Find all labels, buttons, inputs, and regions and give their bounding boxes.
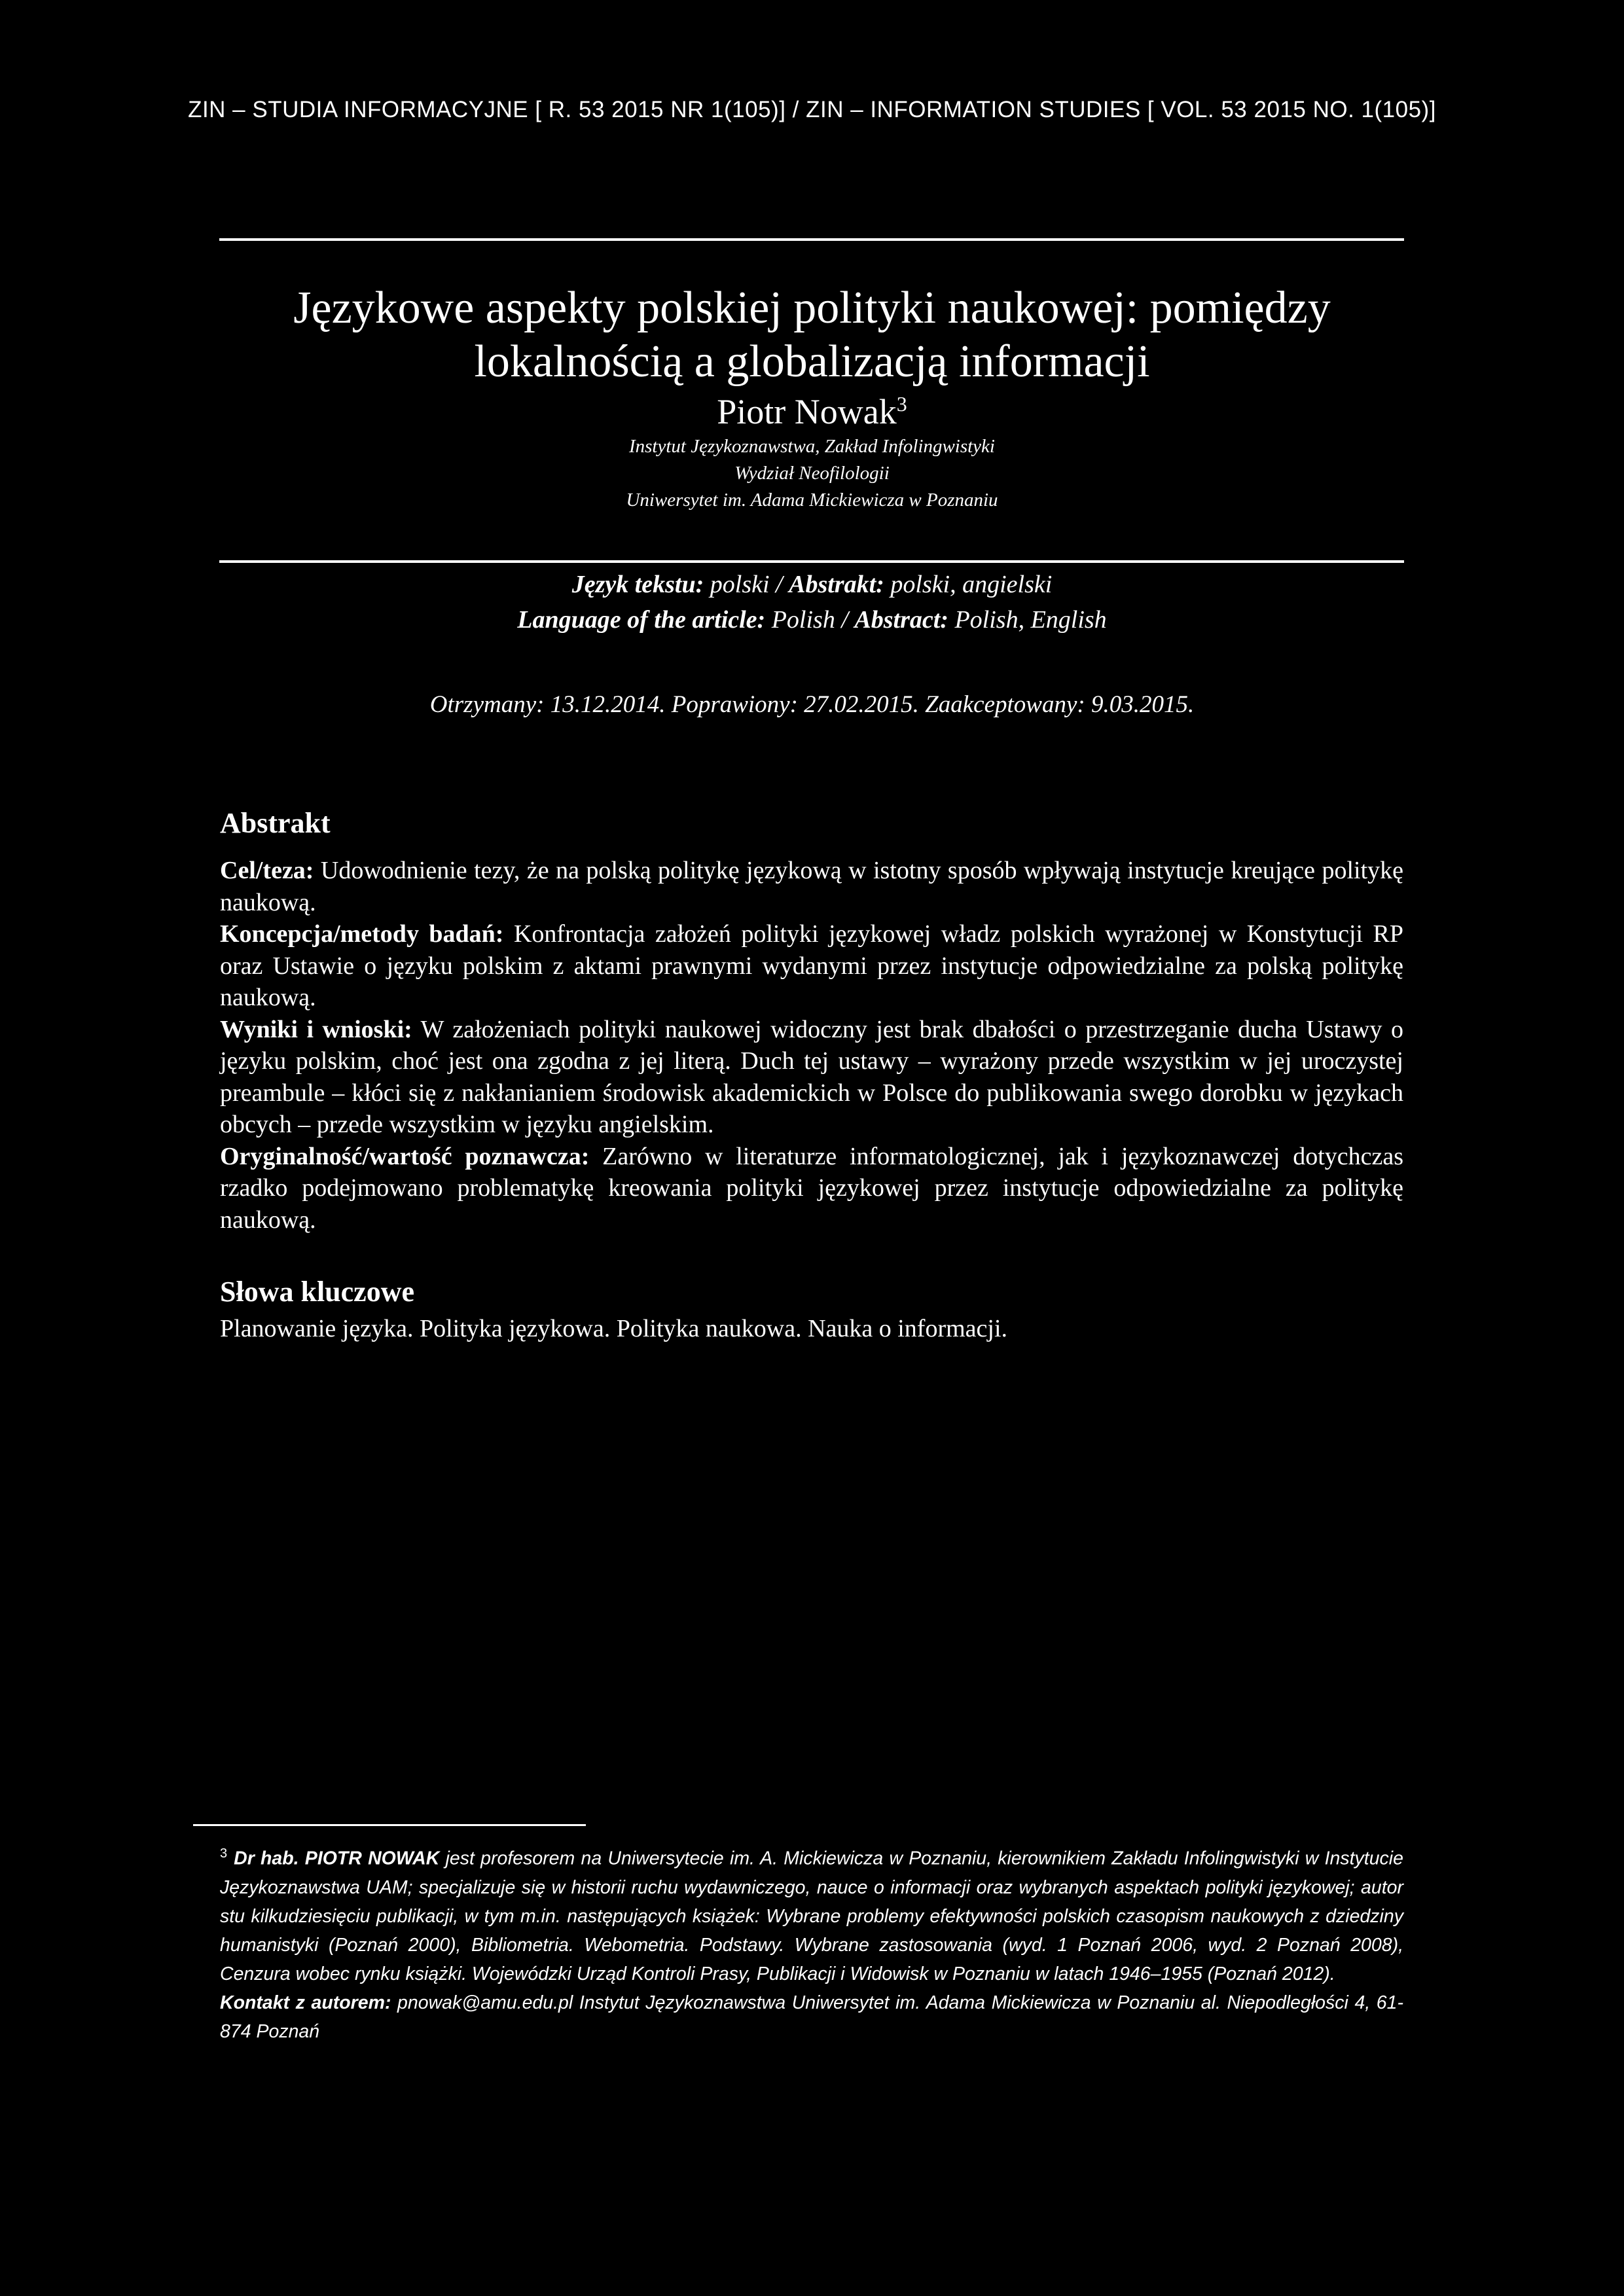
abstract-label: Oryginalność/wartość poznawcza: (220, 1142, 590, 1170)
keywords-section (220, 1274, 1403, 1344)
author-name: Piotr Nowak (717, 392, 897, 431)
abstract-paragraph-methods (220, 918, 1403, 1014)
abstract-text: Udowodnienie tezy, że na polską politykę językową w istotny sposób wpływają instytucje kreujące politykę naukową. (220, 857, 1403, 916)
footnote (220, 1839, 1403, 2046)
footnote-bio (220, 1839, 1403, 1988)
author-footnote-mark: 3 (896, 392, 907, 416)
abstract-language-label-en: Abstract: (854, 606, 948, 634)
footnote-mark: 3 (220, 1846, 228, 1861)
abstract-section (220, 805, 1403, 1236)
main-content (220, 805, 1403, 1344)
abstract-text: W założeniach polityki naukowej widoczny jest brak dbałości o przestrzeganie ducha Ustawy o języku polskim, choć jest ona zgodna z jej literą. Duch tej ustawy – wyrażony przede wszystkim w jej uroczystej preambule – kłóci się z nakłanianiem środowisk akademickich w Polsce do publikowania swego dorobku w językach obcych – przede wszystkim w języku angielskim. (220, 1015, 1403, 1138)
running-header: ZIN – STUDIA INFORMACYJNE [ R. 53 2015 NR 1(105)] / ZIN – INFORMATION STUDIES [ VOL. 53 2015 NO. 1(105)] (188, 97, 1436, 122)
footnote-contact (220, 1988, 1403, 2046)
top-divider (219, 238, 1404, 241)
language-value-en: Polish / (771, 606, 848, 634)
middle-divider (219, 560, 1404, 563)
footnote-divider (193, 1824, 586, 1826)
keywords-text: Planowanie języka. Polityka językowa. Polityka naukowa. Nauka o informacji. (220, 1315, 1008, 1342)
abstract-language-label-pl: Abstrakt: (789, 571, 884, 598)
language-info (0, 567, 1624, 637)
abstract-label: Wyniki i wnioski: (220, 1015, 412, 1043)
language-label-pl: Język tekstu: (571, 571, 704, 598)
abstract-heading: Abstrakt (220, 807, 331, 839)
abstract-language-value-pl: polski, angielski (890, 571, 1053, 598)
footnote-bio-label: Dr hab. PIOTR NOWAK (234, 1848, 440, 1869)
abstract-label: Cel/teza: (220, 857, 314, 884)
affiliation (0, 433, 1624, 514)
abstract-paragraph-originality (220, 1141, 1403, 1236)
article-title: Językowe aspekty polskiej polityki naukowej: pomiędzy lokalnością a globalizacją informacji (293, 283, 1331, 387)
author-line (0, 391, 1624, 432)
abstract-paragraph-aim (220, 855, 1403, 918)
footnote-contact-text: pnowak@amu.edu.pl Instytut Językoznawstwa Uniwersytet im. Adama Mickiewicza w Poznaniu al. Niepodległości 4, 61-874 Poznań (220, 1992, 1403, 2042)
affiliation-faculty: Wydział Neofilologii (734, 463, 890, 484)
language-label-en: Language of the article: (517, 606, 766, 634)
submission-dates: Otrzymany: 13.12.2014. Poprawiony: 27.02.2015. Zaakceptowany: 9.03.2015. (429, 691, 1195, 718)
abstract-text: Zarówno w literaturze informatologicznej, jak i językoznawczej dotychczas rzadko podejmowano problematykę kreowania polityki językowej przez instytucje odpowiedzialne za politykę naukową. (220, 1142, 1404, 1234)
language-value-pl: polski / (710, 571, 783, 598)
footnote-bio-text: jest profesorem na Uniwersytecie im. A. Mickiewicza w Poznaniu, kierownikiem Zakładu Infolingwistyki w Instytucie Językoznawstwa UAM; specjalizuje się w historii ruchu wydawniczego, nauce o informacji oraz wybranych aspektach polityki językowej; autor stu kilkudziesięciu publikacji, w tym m.in. następujących książek: Wybrane problemy efektywności polskich czasopism naukowych z dziedziny humanistyki (Poznań 2000), Bibliometria. Webometria. Podstawy. Wybrane zastosowania (wyd. 1 Poznań 2006, wyd. 2 Poznań 2008), Cenzura wobec rynku książki. Wojewódzki Urząd Kontroli Prasy, Publikacji i Widowisk w Poznaniu w latach 1946–1955 (Poznań 2012). (220, 1848, 1403, 1984)
language-line-pl (0, 567, 1624, 602)
footnote-contact-label: Kontakt z autorem: (220, 1992, 391, 2013)
language-line-en (0, 602, 1624, 637)
abstract-paragraph-results (220, 1014, 1403, 1141)
abstract-text: Konfrontacja założeń polityki językowej władz polskich wyrażonej w Konstytucji RP oraz Ustawie o języku polskim z aktami prawnymi wydanymi przez instytucje odpowiedzialne za polską politykę naukową. (220, 920, 1403, 1011)
affiliation-university: Uniwersytet im. Adama Mickiewicza w Poznaniu (626, 490, 998, 511)
abstract-language-value-en: Polish, English (954, 606, 1107, 634)
affiliation-institute: Instytut Językoznawstwa, Zakład Infolingwistyki (628, 436, 995, 457)
abstract-label: Koncepcja/metody badań: (220, 920, 504, 948)
keywords-heading: Słowa kluczowe (220, 1276, 414, 1308)
